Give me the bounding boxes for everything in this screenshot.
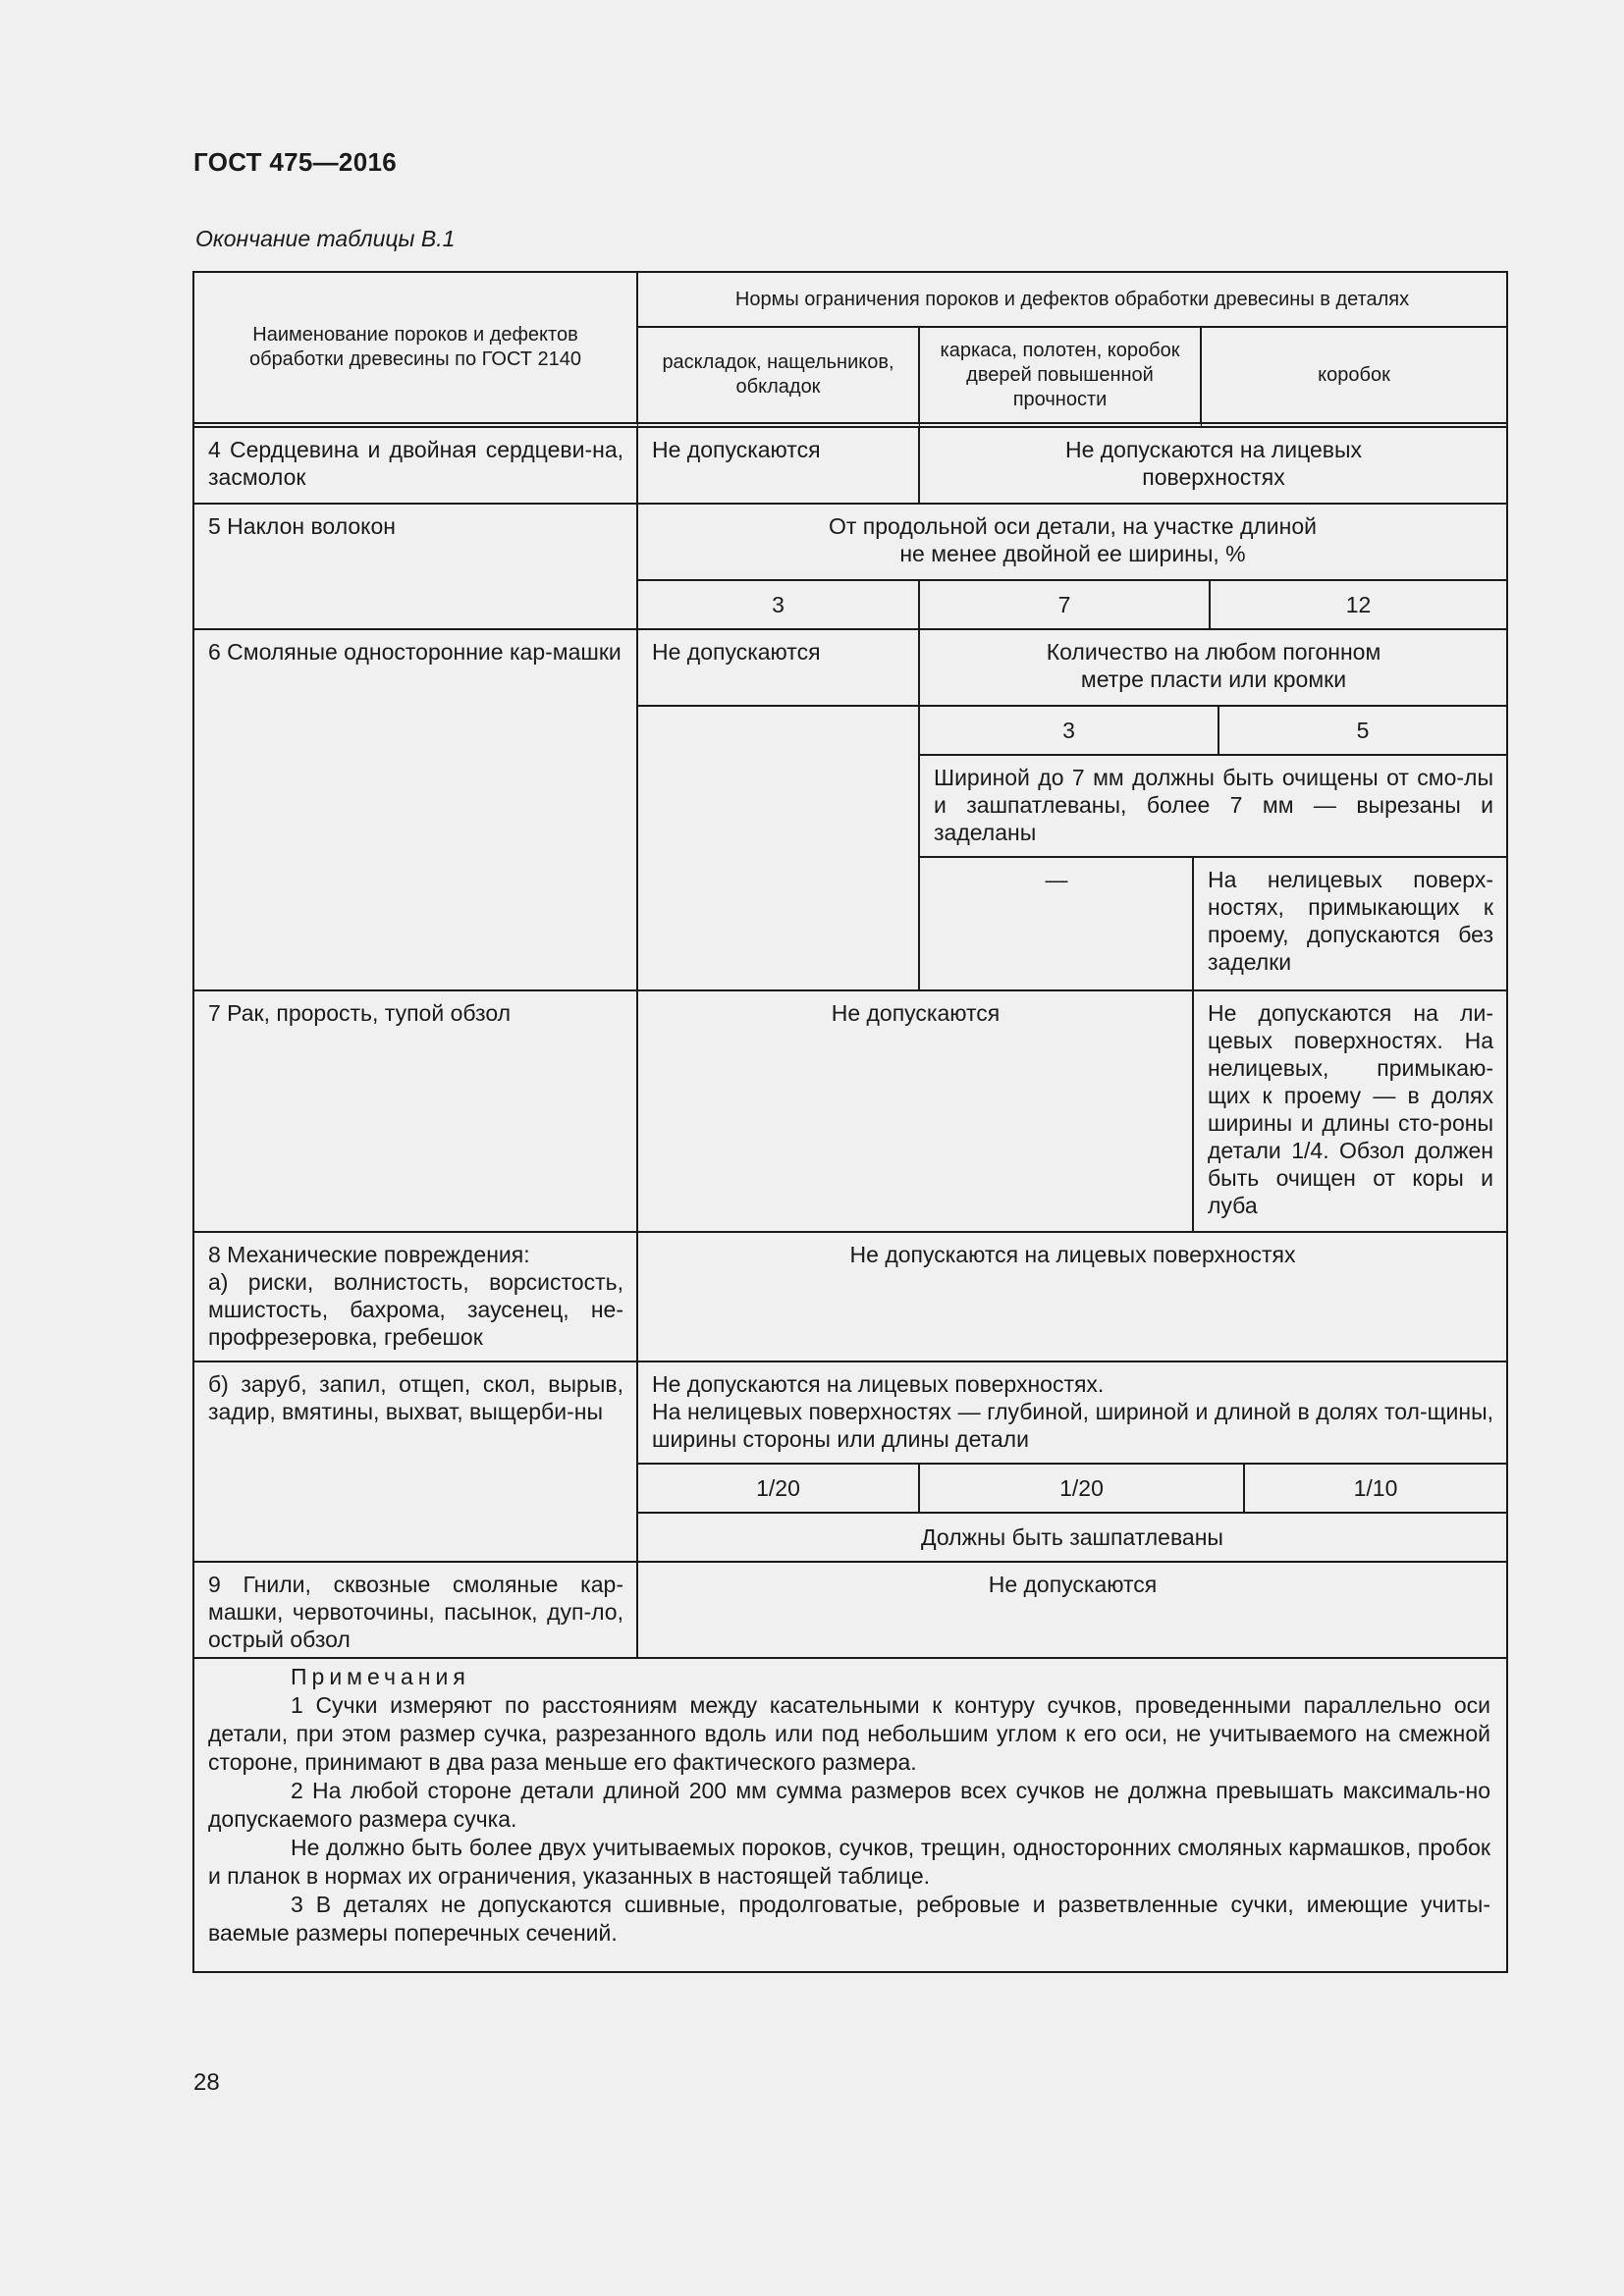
row-4-name: 4 Сердцевина и двойная сердцеви-на, засмолок	[194, 428, 638, 505]
row-7-name: 7 Рак, прорость, тупой обзол	[194, 991, 638, 1233]
header-name-column: Наименование пороков и дефектов обработки древесины по ГОСТ 2140	[194, 273, 638, 428]
row-7-col12: Не допускаются	[638, 991, 1194, 1233]
notes-title: Примечания	[291, 1664, 470, 1689]
note-2-continued: Не должно быть более двух учитываемых пороков, сучков, трещин, односторонних смоляных кармашков, пробок и планок в нормах их ограничения, указанных в настоящей таблице.	[208, 1835, 1490, 1889]
row-9-span: Не допускаются	[638, 1563, 1506, 1659]
row-6-count: Количество на любом погонном метре пласти или кромки	[920, 630, 1506, 707]
row-6-nonface: На нелицевых поверх-ностях, примыкающих к проему, допускаются без заделки	[1194, 858, 1506, 991]
header-col-frames: каркаса, полотен, коробок дверей повышенной прочности	[920, 328, 1202, 428]
row-5-value-1: 3	[638, 581, 920, 630]
row-6-dash: —	[920, 858, 1194, 991]
row-6-note: Шириной до 7 мм должны быть очищены от смо-лы и зашпатлеваны, более 7 мм — вырезаны и заделаны	[920, 756, 1506, 858]
row-5-span: От продольной оси детали, на участке длиной не менее двойной ее ширины, %	[638, 505, 1506, 581]
note-1: 1 Сучки измеряют по расстояниям между касательными к контуру сучков, проведенными параллельно оси детали, при этом размер сучка, разрезанного вдоль или под небольшим углом к его оси, не учитываемого на смежной стороне, принимают в два раза меньше его фактического размера.	[208, 1692, 1490, 1775]
row-6-col1-empty	[638, 707, 920, 991]
row-8b-span	[638, 1362, 1506, 1465]
note-3: 3 В деталях не допускаются сшивные, продолговатые, ребровые и разветвленные сучки, имеющие учиты-ваемые размеры поперечных сечений.	[208, 1892, 1490, 1946]
row-8b-putty: Должны быть зашпатлеваны	[638, 1514, 1506, 1563]
row-8b-value-3: 1/10	[1245, 1465, 1506, 1514]
header-norms-group: Нормы ограничения пороков и дефектов обработки древесины в деталях	[638, 273, 1506, 328]
header-col-boxes: коробок	[1202, 328, 1506, 428]
row-4-col1: Не допускаются	[638, 428, 920, 505]
row-9-name: 9 Гнили, сквозные смоляные кар-машки, червоточины, пасынок, дуп-ло, острый обзол	[194, 1563, 638, 1659]
row-5-value-2: 7	[920, 581, 1211, 630]
row-8a-name: 8 Механические повреждения: а) риски, волнистость, ворсистость, мшистость, бахрома, заусенец, не-профрезеровка, гребешок	[194, 1233, 638, 1362]
row-8b-value-1: 1/20	[638, 1465, 920, 1514]
header-col-strips: раскладок, нащельников, обкладок	[638, 328, 920, 428]
row-6-value-3: 5	[1219, 707, 1506, 756]
row-6-name: 6 Смоляные односторонние кар-машки	[194, 630, 638, 991]
document-title: ГОСТ 475—2016	[193, 147, 397, 177]
page-number: 28	[193, 2069, 220, 2096]
row-6-col1: Не допускаются	[638, 630, 920, 707]
row-8b-name: б) заруб, запил, отщеп, скол, вырыв, задир, вмятины, выхват, выщерби-ны	[194, 1362, 638, 1563]
row-8b-span-line-1: Не допускаются на лицевых поверхностях.	[652, 1371, 1105, 1397]
row-7-col3: Не допускаются на ли-цевых поверхностях. На нелицевых, примыкаю-щих к проему — в долях ширины и длины сто-роны детали 1/4. Обзол должен быть очищен от коры и луба	[1194, 991, 1506, 1233]
row-4-col23: Не допускаются на лицевых поверхностях	[920, 428, 1506, 505]
row-5-name: 5 Наклон волокон	[194, 505, 638, 630]
table-notes	[194, 1659, 1506, 1948]
table-caption: Окончание таблицы В.1	[195, 226, 456, 251]
row-8a-span: Не допускаются на лицевых поверхностях	[638, 1233, 1506, 1362]
note-2: 2 На любой стороне детали длиной 200 мм сумма размеров всех сучков не должна превышать максималь-но допускаемого размера сучка.	[208, 1778, 1490, 1832]
defects-table	[192, 271, 1508, 1973]
row-6-value-2: 3	[920, 707, 1219, 756]
row-8b-value-2: 1/20	[920, 1465, 1245, 1514]
row-5-value-3: 12	[1211, 581, 1506, 630]
row-8b-span-line-2: На нелицевых поверхностях — глубиной, шириной и длиной в долях тол-щины, ширины стороны или длины детали	[652, 1399, 1493, 1452]
